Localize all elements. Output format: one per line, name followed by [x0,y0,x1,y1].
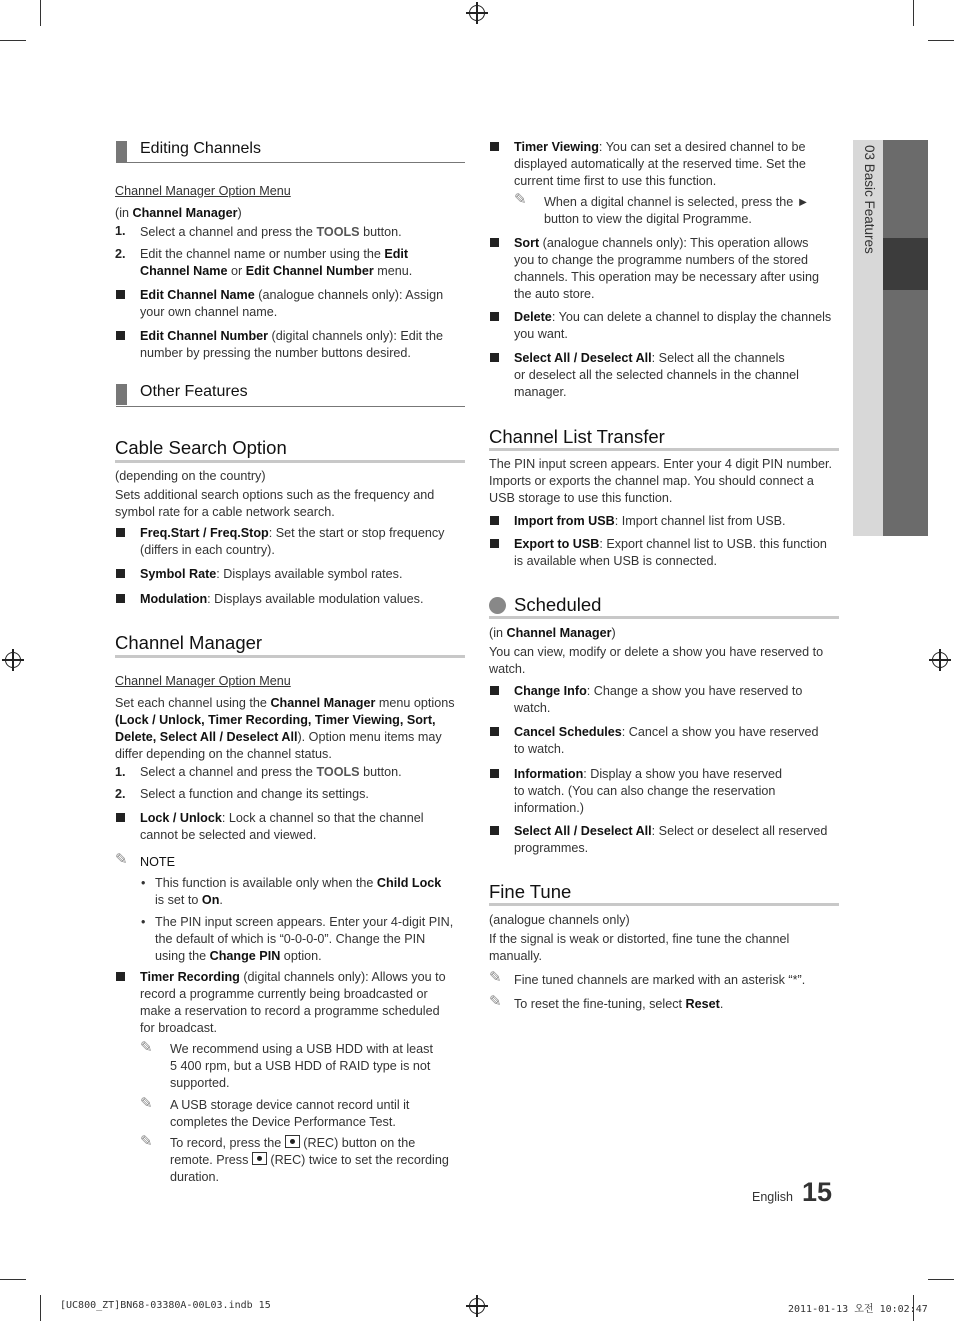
finetune-desc: If the signal is weak or distorted, fine tune the channel manually. [489,932,790,963]
bullet-text: Information: Display a show you have reserved to watch. (You can also change the reservation information.) [514,767,783,815]
bullet-icon [490,312,499,321]
crop-mark [40,0,41,26]
crop-mark [0,40,26,41]
scheduled-desc: You can view, modify or delete a show you have reserved to watch. [489,645,824,676]
note-pencil-icon: ✎ [115,851,128,868]
note-item: We recommend using a USB HDD with at least 5 400 rpm, but a USB HDD of RAID type is not supported. [170,1042,433,1090]
bullet-icon [116,569,125,578]
note-label: NOTE [140,855,175,869]
step-text: Select a function and change its settings. [140,787,369,801]
rec-button-icon [252,1152,267,1165]
crop-mark [40,1295,41,1321]
bullet-text: Cancel Schedules: Cancel a show you have reserved to watch. [514,725,819,756]
step-number: 1. [115,765,126,779]
step-text: Select a channel and press the TOOLS button. [140,225,402,239]
footer-file: [UC800_ZT]BN68-03380A-00L03.indb 15 [60,1300,271,1311]
bullet-text: Edit Channel Number (digital channels only): Edit the number by pressing the number buttons desired. [140,329,444,360]
step-number: 2. [115,247,126,261]
finetune-note: (analogue channels only) [489,913,630,927]
bullet-text: Select All / Deselect All: Select or deselect all reserved programmes. [514,824,828,855]
cable-desc: Sets additional search options such as the frequency and symbol rate for a cable network search. [115,488,435,519]
note-pencil-icon: ✎ [140,1039,153,1056]
step-number: 2. [115,787,126,801]
section-bar [116,384,127,405]
note-pencil-icon: ✎ [140,1133,153,1150]
fine-tune-title: Fine Tune [489,881,572,902]
in-channel-manager: (in Channel Manager) [115,206,242,220]
step-text: Select a channel and press the TOOLS button. [140,765,402,779]
bullet-text: Modulation: Displays available modulation values. [140,592,424,606]
note-pencil-icon: ✎ [140,1095,153,1112]
note-dot-icon: • [141,915,146,929]
other-features-title: Other Features [140,383,248,400]
bullet-text: Sort (analogue channels only): This operation allows you to change the programme numbers of the stored channels. This operation may be necessary after using the auto store. [514,236,819,301]
note-pencil-icon: ✎ [489,969,502,986]
cable-search-title: Cable Search Option [115,437,287,458]
bullet-text: Select All / Deselect All: Select all the channels or deselect all the selected channels in the channel manager. [514,351,799,399]
divider [489,448,839,451]
note-item: A USB storage device cannot record until it completes the Device Performance Test. [170,1098,410,1129]
note-item: To record, press the (REC) button on the remote. Press (REC) twice to set the recording duration. [170,1136,449,1184]
note-item: Fine tuned channels are marked with an asterisk “*”. [514,973,806,987]
page-language: English [752,1190,793,1204]
crop-mark [0,1279,26,1280]
registration-mark-icon [469,1298,485,1314]
bullet-icon [116,594,125,603]
bullet-text: Edit Channel Name (analogue channels only): Assign your own channel name. [140,288,444,319]
bullet-icon [490,769,499,778]
divider [116,406,465,407]
option-menu-label: Channel Manager Option Menu [115,674,291,688]
bullet-icon [490,142,499,151]
note-pencil-icon: ✎ [489,993,502,1010]
footer-timestamp: 2011-01-13 오전 10:02:47 [788,1304,928,1315]
bullet-icon [116,528,125,537]
registration-mark-icon [469,5,485,21]
registration-mark-icon [5,652,21,668]
bullet-icon [490,826,499,835]
bullet-icon [490,238,499,247]
note-pencil-icon: ✎ [514,191,527,208]
note-dot-icon: • [141,876,146,890]
step-number: 1. [115,224,126,238]
cable-note: (depending on the country) [115,469,266,483]
bullet-text: Delete: You can delete a channel to display the channels you want. [514,310,832,341]
channel-list-transfer-title: Channel List Transfer [489,426,665,447]
registration-mark-icon [932,652,948,668]
page-number: 15 [802,1177,833,1207]
divider [115,655,465,658]
bullet-icon [116,331,125,340]
chapter-tab-label: 03 Basic Features [862,145,877,254]
step-text: Edit the channel name or number using the Edit Channel Name or Edit Channel Number menu. [140,247,413,278]
bullet-text: Symbol Rate: Displays available symbol rates. [140,567,403,581]
in-channel-manager: (in Channel Manager) [489,626,616,640]
transfer-desc: The PIN input screen appears. Enter your 4 digit PIN number. Imports or exports the channel map. You should connect a USB storage to use this function. [489,457,833,505]
chapter-tab-strip [883,140,928,536]
clock-icon [489,597,506,614]
editing-channels-title: Editing Channels [140,140,261,157]
bullet-icon [490,353,499,362]
note-item: To reset the fine-tuning, select Reset. [514,997,724,1011]
divider [489,903,839,906]
bullet-icon [490,539,499,548]
divider [116,162,465,163]
note-item: The PIN input screen appears. Enter your 4-digit PIN, the default of which is “0-0-0-0”. Change the PIN using the Change PIN option. [155,915,454,963]
bullet-icon [490,686,499,695]
bullet-icon [116,290,125,299]
rec-button-icon [285,1135,300,1148]
bullet-text: Freq.Start / Freq.Stop: Set the start or stop frequency (differs in each country). [140,526,445,557]
crop-mark [928,40,954,41]
section-bar [116,141,127,162]
bullet-text: Timer Recording (digital channels only): Allows you to record a programme currently being broadcasted or make a reservation to record a programme scheduled for broadcast. [140,970,446,1035]
bullet-text: Change Info: Change a show you have reserved to watch. [514,684,803,715]
note-item: This function is available only when the Child Lock is set to On. [155,876,442,907]
bullet-text: Export to USB: Export channel list to USB. this function is available when USB is connected. [514,537,827,568]
bullet-text: Import from USB: Import channel list from USB. [514,514,786,528]
bullet-text: Lock / Unlock: Lock a channel so that the channel cannot be selected and viewed. [140,811,424,842]
chapter-tab-marker [883,238,928,290]
divider [115,460,465,463]
bullet-icon [490,727,499,736]
crop-mark [928,1279,954,1280]
divider [489,616,839,619]
bullet-icon [116,813,125,822]
bullet-text: Timer Viewing: You can set a desired channel to be displayed automatically at the reserved time. Set the current time first to use this function. [514,140,806,188]
note-item: When a digital channel is selected, press the ► button to view the digital Programme. [544,195,810,226]
option-menu-label: Channel Manager Option Menu [115,184,291,198]
bullet-icon [490,516,499,525]
bullet-icon [116,972,125,981]
scheduled-title: Scheduled [514,594,602,615]
crop-mark [913,0,914,26]
manager-desc: Set each channel using the Channel Manager menu options (Lock / Unlock, Timer Recording, Timer Viewing, Sort, Delete, Select All / Deselect All). Option menu items may differ depending on the channel status. [115,696,455,761]
channel-manager-title: Channel Manager [115,632,263,653]
